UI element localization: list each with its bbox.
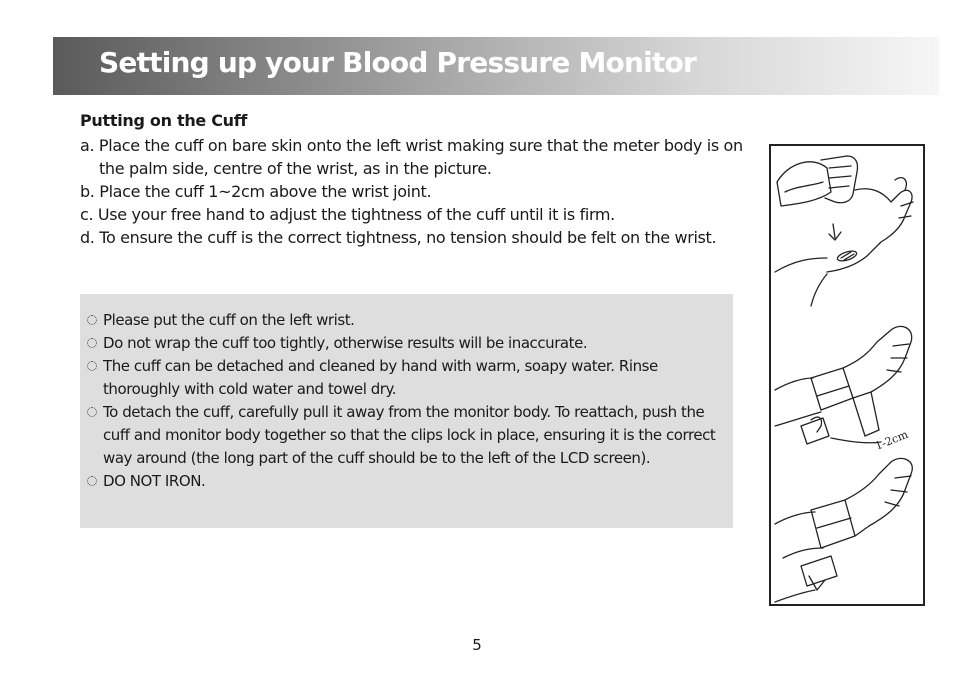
notes-box	[80, 294, 733, 528]
section-heading: Putting on the Cuff	[80, 111, 248, 130]
note-text: To detach the cuff, carefully pull it away from the monitor body. To reattach, push the cuff and monitor body together so that the clips lock in place, ensuring it is the correct way around (the long part of the cuff should be to the left of the LCD screen).	[103, 403, 716, 467]
instruction-step-c: c. Use your free hand to adjust the tightness of the cuff until it is firm.	[80, 205, 615, 224]
cuff-illustration-panel	[769, 144, 925, 606]
wrist-cuff-tightening-illustration	[775, 458, 912, 602]
distance-label: 1-2cm	[873, 427, 910, 453]
circle-bullet-icon	[87, 476, 97, 486]
note-text: Please put the cuff on the left wrist.	[103, 311, 355, 329]
instruction-step-b: b. Place the cuff 1~2cm above the wrist joint.	[80, 182, 432, 201]
note-item	[86, 470, 726, 493]
wrist-cuff-placement-illustration	[775, 156, 913, 306]
instruction-step-d: d. To ensure the cuff is the correct tightness, no tension should be felt on the wrist.	[80, 228, 717, 247]
note-item	[86, 332, 726, 355]
page-title: Setting up your Blood Pressure Monitor	[99, 46, 696, 79]
page-number: 5	[472, 636, 482, 654]
note-text: DO NOT IRON.	[103, 472, 206, 490]
instruction-list	[80, 134, 745, 249]
circle-bullet-icon	[87, 407, 97, 417]
header-bar	[53, 37, 939, 95]
note-item	[86, 401, 726, 470]
note-item	[86, 309, 726, 332]
wrist-cuff-distance-illustration	[775, 326, 912, 444]
instruction-step-a: a. Place the cuff on bare skin onto the left wrist making sure that the meter body is on the palm side, centre of the wrist, as in the picture.	[80, 136, 743, 178]
circle-bullet-icon	[87, 315, 97, 325]
circle-bullet-icon	[87, 361, 97, 371]
note-text: The cuff can be detached and cleaned by hand with warm, soapy water. Rinse thoroughly with cold water and towel dry.	[103, 357, 658, 398]
circle-bullet-icon	[87, 338, 97, 348]
note-item	[86, 355, 726, 401]
note-text: Do not wrap the cuff too tightly, otherwise results will be inaccurate.	[103, 334, 588, 352]
